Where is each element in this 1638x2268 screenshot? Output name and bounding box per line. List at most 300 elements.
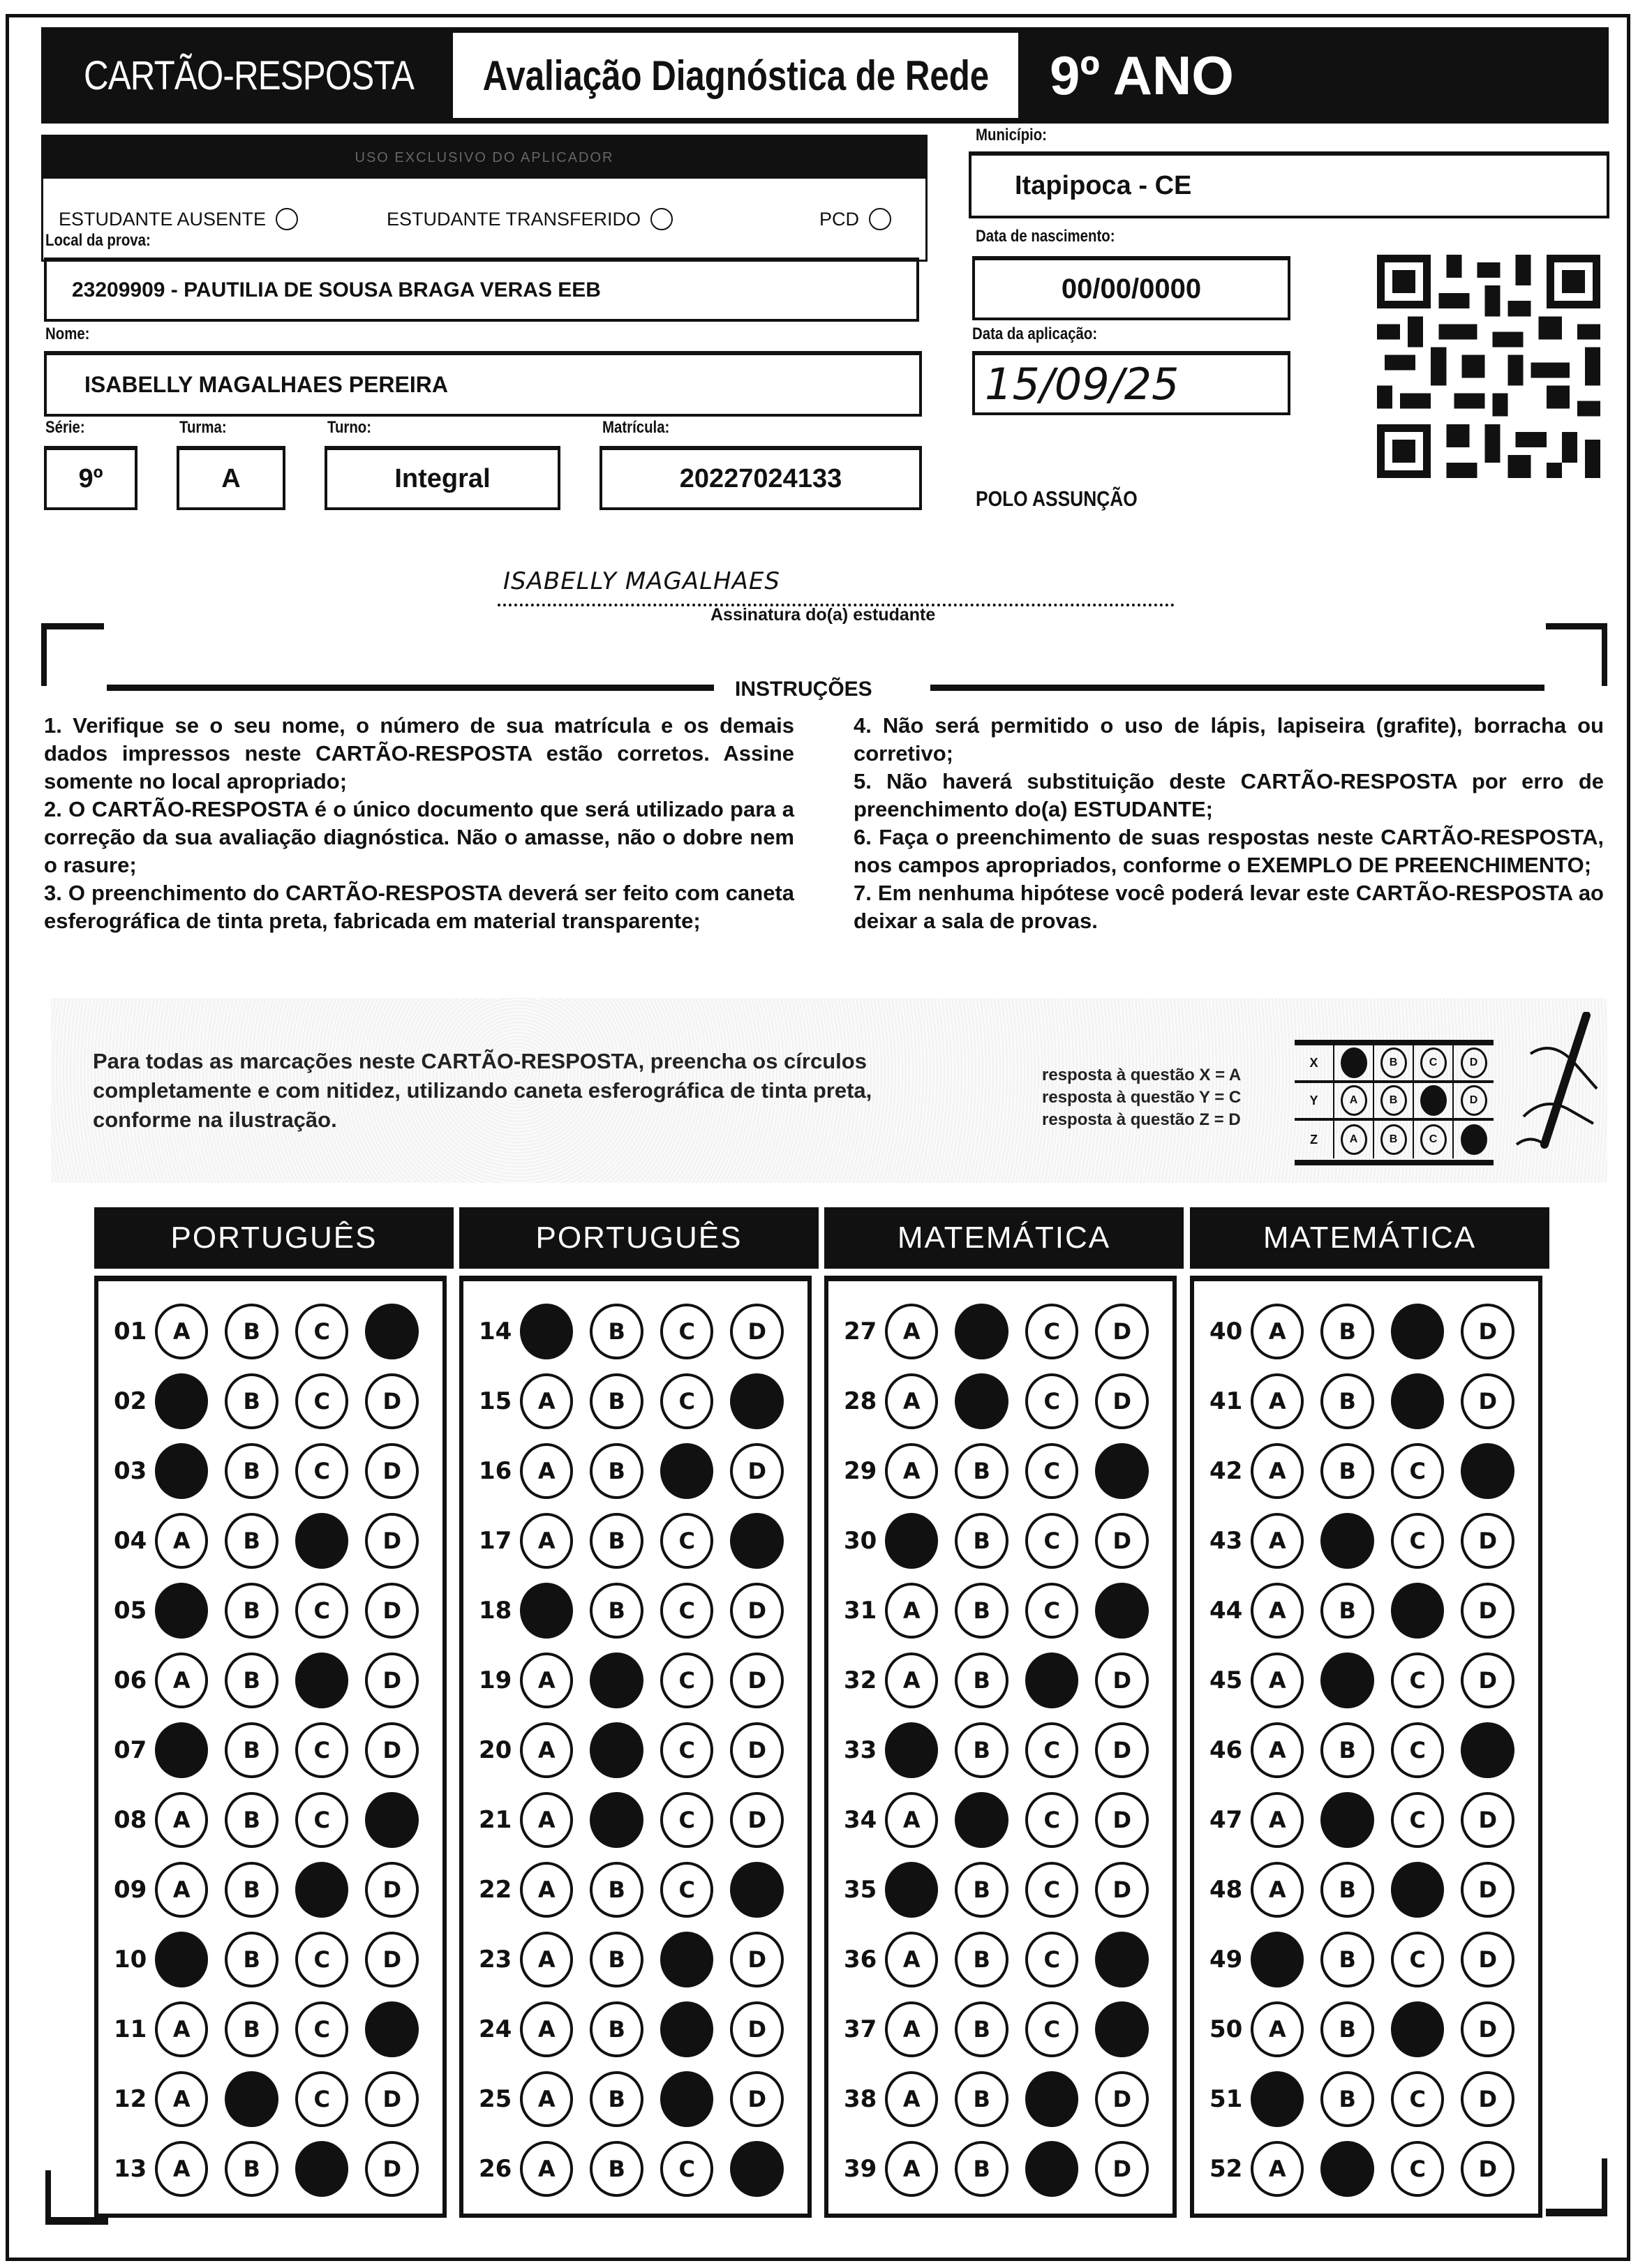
question-row xyxy=(844,1436,1166,1506)
answer-bubble-b[interactable]: B xyxy=(225,1583,278,1639)
answer-bubble-c[interactable]: C xyxy=(295,2071,349,2127)
answer-bubble-b[interactable]: B xyxy=(955,1304,1008,1359)
answer-bubble-a[interactable]: A xyxy=(155,1652,209,1708)
answer-bubble-b[interactable]: B xyxy=(1320,1792,1374,1848)
transferred-bubble[interactable] xyxy=(650,208,673,230)
question-row xyxy=(114,1785,435,1855)
answer-bubble-b[interactable]: B xyxy=(225,1373,278,1429)
answer-bubble-a[interactable]: A xyxy=(155,1443,209,1499)
answer-bubble-c[interactable]: C xyxy=(1025,1513,1079,1569)
answer-bubble-c[interactable]: C xyxy=(660,1792,714,1848)
answer-bubble-b[interactable]: B xyxy=(590,1513,643,1569)
hand-pen-icon xyxy=(1503,1012,1600,1165)
answer-bubble-b[interactable]: B xyxy=(955,1443,1008,1499)
answer-bubble-b[interactable]: B xyxy=(1320,1652,1374,1708)
question-number: 32 xyxy=(844,1666,877,1694)
answer-bubble-c[interactable]: C xyxy=(295,2001,349,2057)
answer-bubble-b[interactable]: B xyxy=(225,2141,278,2197)
answer-bubble-d[interactable]: D xyxy=(1095,1722,1149,1778)
answer-bubble-a[interactable]: A xyxy=(155,1792,209,1848)
question-row xyxy=(479,1715,801,1785)
question-row xyxy=(844,1785,1166,1855)
question-row xyxy=(1209,1436,1531,1506)
answer-bubble-b[interactable]: B xyxy=(590,1722,643,1778)
answer-bubble-d[interactable]: D xyxy=(365,1304,419,1359)
answer-bubble-d[interactable]: D xyxy=(1095,1304,1149,1359)
answer-bubble-d[interactable]: D xyxy=(730,1513,784,1569)
answer-bubble-a[interactable]: A xyxy=(155,1932,209,1987)
question-number: 50 xyxy=(1209,2015,1243,2043)
answer-bubble-c[interactable]: C xyxy=(1025,1792,1079,1848)
instructions-rule-left xyxy=(107,685,714,691)
answer-bubble-b[interactable]: B xyxy=(1320,1722,1374,1778)
example-bubble-filled xyxy=(1341,1047,1367,1078)
answer-bubble-b[interactable]: B xyxy=(955,2141,1008,2197)
answer-bubble-c[interactable]: C xyxy=(1025,2071,1079,2127)
serie-label: Série: xyxy=(45,418,85,437)
question-row xyxy=(114,1366,435,1436)
answer-bubble-b[interactable]: B xyxy=(955,1722,1008,1778)
answer-bubble-d[interactable]: D xyxy=(1095,2071,1149,2127)
answer-bubble-b[interactable]: B xyxy=(955,1932,1008,1987)
answer-bubble-a[interactable]: A xyxy=(155,1862,209,1918)
answer-bubble-b[interactable]: B xyxy=(955,1862,1008,1918)
instructions-left xyxy=(44,712,794,935)
question-row xyxy=(1209,1785,1531,1855)
question-row xyxy=(479,1436,801,1506)
answer-bubble-b[interactable]: B xyxy=(955,2071,1008,2127)
answer-bubble-c[interactable]: C xyxy=(1025,1932,1079,1987)
answer-bubble-b[interactable]: B xyxy=(955,1373,1008,1429)
answer-bubble-a[interactable]: A xyxy=(885,1722,939,1778)
answer-bubble-a[interactable]: A xyxy=(520,1373,574,1429)
answer-bubble-b[interactable]: B xyxy=(225,1932,278,1987)
answer-bubble-a[interactable]: A xyxy=(885,1792,939,1848)
answer-bubble-b[interactable]: B xyxy=(1320,2141,1374,2197)
question-row xyxy=(479,2064,801,2134)
answer-bubble-c[interactable]: C xyxy=(1025,1373,1079,1429)
question-row xyxy=(479,1925,801,1994)
answer-bubble-b[interactable]: B xyxy=(225,2071,278,2127)
answer-bubble-d[interactable]: D xyxy=(730,2071,784,2127)
answer-bubble-a[interactable]: A xyxy=(885,1513,939,1569)
answer-bubble-b[interactable]: B xyxy=(590,2141,643,2197)
municipio-field: Itapipoca - CE xyxy=(969,151,1609,218)
answer-bubble-d[interactable]: D xyxy=(1461,2001,1514,2057)
answer-bubble-d[interactable]: D xyxy=(1461,2141,1514,2197)
answer-bubble-d[interactable]: D xyxy=(1095,1652,1149,1708)
section-4 xyxy=(1190,1207,1549,2218)
section-title: MATEMÁTICA xyxy=(1190,1207,1549,1269)
answer-bubble-a[interactable]: A xyxy=(155,1583,209,1639)
answer-bubble-d[interactable]: D xyxy=(365,1862,419,1918)
answer-bubble-a[interactable]: A xyxy=(520,1443,574,1499)
turno-field: Integral xyxy=(325,446,560,510)
answer-bubble-d[interactable]: D xyxy=(730,1443,784,1499)
answer-bubble-a[interactable]: A xyxy=(520,1932,574,1987)
answer-bubble-b[interactable]: B xyxy=(1320,1443,1374,1499)
answer-bubble-d[interactable]: D xyxy=(365,1652,419,1708)
section-body xyxy=(459,1276,812,2218)
question-number: 22 xyxy=(479,1876,512,1904)
corner-bracket-tl-h xyxy=(41,623,104,629)
answer-bubble-a[interactable]: A xyxy=(1251,1513,1304,1569)
example-legend: resposta à questão X = A resposta à questão Y = C resposta à questão Z = D xyxy=(1042,1066,1242,1129)
answer-bubble-a[interactable]: A xyxy=(1251,1583,1304,1639)
answer-bubble-a[interactable]: A xyxy=(1251,1862,1304,1918)
answer-bubble-c[interactable]: C xyxy=(1391,1722,1445,1778)
question-row xyxy=(1209,1366,1531,1436)
option-absent[interactable]: ESTUDANTE AUSENTE xyxy=(59,208,387,230)
corner-bracket-tl xyxy=(41,623,47,686)
answer-bubble-b[interactable]: B xyxy=(225,1722,278,1778)
answer-bubble-c[interactable]: C xyxy=(660,1932,714,1987)
section-title: PORTUGUÊS xyxy=(94,1207,454,1269)
answer-bubble-a[interactable]: A xyxy=(885,1443,939,1499)
answer-bubble-b[interactable]: B xyxy=(225,2001,278,2057)
answer-bubble-b[interactable]: B xyxy=(590,1652,643,1708)
question-row xyxy=(844,1297,1166,1366)
answer-bubble-b[interactable]: B xyxy=(590,1583,643,1639)
section-title: PORTUGUÊS xyxy=(459,1207,819,1269)
answer-bubble-c[interactable]: C xyxy=(1391,1792,1445,1848)
pcd-bubble[interactable] xyxy=(869,208,891,230)
answer-bubble-d[interactable]: D xyxy=(1461,1513,1514,1569)
question-number: 06 xyxy=(114,1666,147,1694)
answer-bubble-a[interactable]: A xyxy=(885,2141,939,2197)
question-row xyxy=(1209,2134,1531,2204)
answer-bubble-d[interactable]: D xyxy=(730,1792,784,1848)
answer-bubble-d[interactable]: D xyxy=(365,1932,419,1987)
answer-bubble-b[interactable]: B xyxy=(590,1443,643,1499)
answer-bubble-c[interactable]: C xyxy=(660,1722,714,1778)
answer-bubble-c[interactable]: C xyxy=(1391,1513,1445,1569)
answer-bubble-c[interactable]: C xyxy=(660,1513,714,1569)
answer-bubble-a[interactable]: A xyxy=(885,2071,939,2127)
answer-bubble-c[interactable]: C xyxy=(1391,2001,1445,2057)
answer-bubble-a[interactable]: A xyxy=(155,1722,209,1778)
question-number: 39 xyxy=(844,2155,877,2183)
answer-bubble-a[interactable]: A xyxy=(520,1862,574,1918)
answer-bubble-c[interactable]: C xyxy=(295,1722,349,1778)
local-field: 23209909 - PAUTILIA DE SOUSA BRAGA VERAS EEB xyxy=(44,258,919,322)
answer-bubble-d[interactable]: D xyxy=(1095,2141,1149,2197)
answer-bubble-d[interactable]: D xyxy=(1461,1722,1514,1778)
answer-bubble-b[interactable]: B xyxy=(225,1513,278,1569)
answer-bubble-a[interactable]: A xyxy=(155,2001,209,2057)
answer-bubble-a[interactable]: A xyxy=(1251,2001,1304,2057)
answer-bubble-d[interactable]: D xyxy=(365,2141,419,2197)
answer-bubble-a[interactable]: A xyxy=(1251,1722,1304,1778)
question-number: 41 xyxy=(1209,1387,1243,1415)
answer-bubble-b[interactable]: B xyxy=(1320,2071,1374,2127)
nome-field: ISABELLY MAGALHAES PEREIRA xyxy=(44,351,922,417)
answer-bubble-b[interactable]: B xyxy=(590,1304,643,1359)
answer-bubble-d[interactable]: D xyxy=(1095,1792,1149,1848)
answer-bubble-c[interactable]: C xyxy=(1391,1443,1445,1499)
answer-bubble-b[interactable]: B xyxy=(225,1862,278,1918)
answer-bubble-d[interactable]: D xyxy=(1095,2001,1149,2057)
answer-sheet xyxy=(6,14,1630,2261)
answer-bubble-c[interactable]: C xyxy=(295,1792,349,1848)
question-row xyxy=(114,1646,435,1715)
answer-bubble-d[interactable]: D xyxy=(730,1932,784,1987)
answer-bubble-c[interactable]: C xyxy=(295,1443,349,1499)
answer-bubble-a[interactable]: A xyxy=(520,1652,574,1708)
answer-bubble-a[interactable]: A xyxy=(520,1513,574,1569)
example-row-z: Z A B C xyxy=(1295,1121,1494,1158)
question-row xyxy=(479,1994,801,2064)
answer-bubble-c[interactable]: C xyxy=(660,1862,714,1918)
question-number: 14 xyxy=(479,1318,512,1345)
question-row xyxy=(844,1576,1166,1646)
turma-label: Turma: xyxy=(179,418,227,437)
answer-bubble-c[interactable]: C xyxy=(660,2071,714,2127)
answer-bubble-d[interactable]: D xyxy=(365,1373,419,1429)
exam-title: Avaliação Diagnóstica de Rede xyxy=(453,33,1018,118)
answer-bubble-b[interactable]: B xyxy=(590,1932,643,1987)
answer-bubble-a[interactable]: A xyxy=(885,2001,939,2057)
answer-bubble-d[interactable]: D xyxy=(730,1583,784,1639)
answer-bubble-b[interactable]: B xyxy=(590,1373,643,1429)
answer-bubble-a[interactable]: A xyxy=(520,1792,574,1848)
answer-bubble-c[interactable]: C xyxy=(1391,1932,1445,1987)
answer-bubble-b[interactable]: B xyxy=(1320,1304,1374,1359)
question-row xyxy=(844,1506,1166,1576)
question-number: 27 xyxy=(844,1318,877,1345)
answer-bubble-d[interactable]: D xyxy=(365,1513,419,1569)
section-1 xyxy=(94,1207,454,2218)
answer-bubble-b[interactable]: B xyxy=(955,1792,1008,1848)
answer-bubble-c[interactable]: C xyxy=(295,1513,349,1569)
answer-bubble-a[interactable]: A xyxy=(520,2071,574,2127)
answer-bubble-c[interactable]: C xyxy=(1391,1652,1445,1708)
question-row xyxy=(479,1785,801,1855)
question-number: 26 xyxy=(479,2155,512,2183)
polo-label: POLO ASSUNÇÃO xyxy=(976,486,1138,511)
instruction-6: 6. Faça o preenchimento de suas respostas neste CARTÃO-RESPOSTA, nos campos apropriados, conforme o EXEMPLO DE PREENCHIMENTO; xyxy=(854,825,1604,877)
answer-bubble-b[interactable]: B xyxy=(225,1443,278,1499)
answer-bubble-d[interactable]: D xyxy=(730,1304,784,1359)
answer-bubble-d[interactable]: D xyxy=(730,2141,784,2197)
answer-bubble-d[interactable]: D xyxy=(730,1652,784,1708)
answer-bubble-b[interactable]: B xyxy=(1320,1513,1374,1569)
answer-bubble-d[interactable]: D xyxy=(1461,2071,1514,2127)
question-row xyxy=(1209,1925,1531,1994)
answer-bubble-b[interactable]: B xyxy=(955,1513,1008,1569)
answer-bubble-c[interactable]: C xyxy=(295,1862,349,1918)
answer-bubble-c[interactable]: C xyxy=(1025,1652,1079,1708)
answer-bubble-b[interactable]: B xyxy=(225,1304,278,1359)
answer-bubble-c[interactable]: C xyxy=(295,1652,349,1708)
answer-bubble-c[interactable]: C xyxy=(295,2141,349,2197)
question-row xyxy=(844,2134,1166,2204)
question-number: 33 xyxy=(844,1736,877,1764)
question-row xyxy=(1209,2064,1531,2134)
answer-bubble-d[interactable]: D xyxy=(730,2001,784,2057)
answer-bubble-c[interactable]: C xyxy=(295,1373,349,1429)
answer-bubble-a[interactable]: A xyxy=(155,1304,209,1359)
question-row xyxy=(114,1994,435,2064)
question-number: 42 xyxy=(1209,1457,1243,1485)
answer-bubble-a[interactable]: A xyxy=(1251,1652,1304,1708)
answer-bubble-d[interactable]: D xyxy=(1461,1792,1514,1848)
answer-bubble-a[interactable]: A xyxy=(520,2001,574,2057)
answer-bubble-c[interactable]: C xyxy=(660,1443,714,1499)
answer-bubble-d[interactable]: D xyxy=(1461,1373,1514,1429)
turma-field: A xyxy=(177,446,285,510)
answer-bubble-a[interactable]: A xyxy=(885,1862,939,1918)
question-row xyxy=(479,1366,801,1436)
answer-bubble-c[interactable]: C xyxy=(295,1304,349,1359)
answer-bubble-b[interactable]: B xyxy=(1320,1373,1374,1429)
answer-bubble-d[interactable]: D xyxy=(1095,1932,1149,1987)
answer-bubble-d[interactable]: D xyxy=(730,1373,784,1429)
answer-bubble-c[interactable]: C xyxy=(1025,2001,1079,2057)
answer-bubble-c[interactable]: C xyxy=(660,1373,714,1429)
answer-bubble-a[interactable]: A xyxy=(1251,1304,1304,1359)
answer-bubble-a[interactable]: A xyxy=(520,1583,574,1639)
answer-bubble-a[interactable]: A xyxy=(885,1932,939,1987)
instruction-3: 3. O preenchimento do CARTÃO-RESPOSTA deverá ser feito com caneta esferográfica de tinta preta, fabricada em material transparente; xyxy=(44,881,794,933)
answer-bubble-d[interactable]: D xyxy=(365,2001,419,2057)
answer-bubble-a[interactable]: A xyxy=(1251,1932,1304,1987)
option-pcd[interactable]: PCD xyxy=(819,208,891,230)
answer-bubble-a[interactable]: A xyxy=(155,2141,209,2197)
answer-bubble-c[interactable]: C xyxy=(1025,1862,1079,1918)
answer-bubble-d[interactable]: D xyxy=(1461,1652,1514,1708)
corner-bracket-bl-h xyxy=(45,2217,108,2225)
example-text: Para todas as marcações neste CARTÃO-RESPOSTA, preencha os círculos completamente e com nitidez, utilizando caneta esferográfica de tinta preta, conforme na ilustração. xyxy=(93,1049,872,1132)
question-number: 46 xyxy=(1209,1736,1243,1764)
application-date-field[interactable]: 15/09/25 xyxy=(972,351,1290,415)
answer-bubble-d[interactable]: D xyxy=(1461,1862,1514,1918)
example-bubble-filled xyxy=(1461,1124,1487,1155)
question-row xyxy=(1209,1576,1531,1646)
answer-bubble-a[interactable]: A xyxy=(520,1304,574,1359)
answer-bubble-a[interactable]: A xyxy=(155,1373,209,1429)
question-row xyxy=(114,1855,435,1925)
answer-bubble-a[interactable]: A xyxy=(1251,2071,1304,2127)
question-row xyxy=(1209,1715,1531,1785)
answer-bubble-a[interactable]: A xyxy=(155,2071,209,2127)
answer-bubble-b[interactable]: B xyxy=(590,2001,643,2057)
question-number: 21 xyxy=(479,1806,512,1834)
answer-bubble-c[interactable]: C xyxy=(1391,2071,1445,2127)
answer-bubble-b[interactable]: B xyxy=(1320,2001,1374,2057)
question-number: 18 xyxy=(479,1597,512,1625)
answer-bubble-a[interactable]: A xyxy=(885,1304,939,1359)
applicator-box xyxy=(41,135,928,262)
answer-bubble-c[interactable]: C xyxy=(660,2141,714,2197)
option-transferred[interactable]: ESTUDANTE TRANSFERIDO xyxy=(387,208,819,230)
grade-title: 9º ANO xyxy=(1050,44,1234,106)
answer-bubble-d[interactable]: D xyxy=(365,1792,419,1848)
section-title: MATEMÁTICA xyxy=(824,1207,1184,1269)
answer-bubble-c[interactable]: C xyxy=(1391,1373,1445,1429)
answer-bubble-c[interactable]: C xyxy=(660,1304,714,1359)
answer-bubble-c[interactable]: C xyxy=(1391,1304,1445,1359)
question-row xyxy=(114,1715,435,1785)
answer-bubble-b[interactable]: B xyxy=(225,1792,278,1848)
matricula-field: 20227024133 xyxy=(600,446,922,510)
answer-bubble-a[interactable]: A xyxy=(885,1583,939,1639)
answer-bubble-a[interactable]: A xyxy=(155,1513,209,1569)
answer-bubble-b[interactable]: B xyxy=(955,1652,1008,1708)
answer-bubble-d[interactable]: D xyxy=(730,1862,784,1918)
corner-bracket-br xyxy=(1602,2158,1607,2216)
answer-bubble-d[interactable]: D xyxy=(1461,1443,1514,1499)
answer-bubble-a[interactable]: A xyxy=(1251,1373,1304,1429)
answer-bubble-c[interactable]: C xyxy=(1025,1443,1079,1499)
answer-bubble-c[interactable]: C xyxy=(660,1583,714,1639)
answer-bubble-b[interactable]: B xyxy=(225,1652,278,1708)
answer-bubble-a[interactable]: A xyxy=(1251,2141,1304,2197)
answer-bubble-c[interactable]: C xyxy=(1025,1583,1079,1639)
answer-bubble-a[interactable]: A xyxy=(520,1722,574,1778)
answer-bubble-c[interactable]: C xyxy=(1025,1722,1079,1778)
corner-bracket-br-h xyxy=(1546,2209,1607,2216)
answer-bubble-d[interactable]: D xyxy=(1461,1304,1514,1359)
answer-bubble-a[interactable]: A xyxy=(885,1373,939,1429)
question-number: 10 xyxy=(114,1946,147,1974)
answer-bubble-d[interactable]: D xyxy=(730,1722,784,1778)
answer-bubble-b[interactable]: B xyxy=(590,2071,643,2127)
answer-bubble-c[interactable]: C xyxy=(295,1932,349,1987)
answer-bubble-c[interactable]: C xyxy=(1025,2141,1079,2197)
answer-bubble-b[interactable]: B xyxy=(955,1583,1008,1639)
serie-field: 9º xyxy=(44,446,137,510)
instruction-5: 5. Não haverá substituição deste CARTÃO-RESPOSTA por erro de preenchimento do(a) ESTUDANTE; xyxy=(854,769,1604,821)
answer-bubble-d[interactable]: D xyxy=(1095,1373,1149,1429)
answer-bubble-d[interactable]: D xyxy=(365,1583,419,1639)
answer-bubble-d[interactable]: D xyxy=(365,1443,419,1499)
answer-bubble-c[interactable]: C xyxy=(1391,1862,1445,1918)
answer-bubble-a[interactable]: A xyxy=(520,2141,574,2197)
answer-bubble-d[interactable]: D xyxy=(1095,1443,1149,1499)
example-grid xyxy=(1295,1040,1494,1165)
answer-bubble-c[interactable]: C xyxy=(660,2001,714,2057)
answer-bubble-d[interactable]: D xyxy=(1095,1583,1149,1639)
answer-bubble-a[interactable]: A xyxy=(885,1652,939,1708)
question-row xyxy=(844,1715,1166,1785)
answer-bubble-b[interactable]: B xyxy=(590,1792,643,1848)
answer-bubble-d[interactable]: D xyxy=(1095,1513,1149,1569)
answer-bubble-b[interactable]: B xyxy=(1320,1862,1374,1918)
answer-bubble-c[interactable]: C xyxy=(1391,1583,1445,1639)
answer-bubble-b[interactable]: B xyxy=(955,2001,1008,2057)
answer-bubble-c[interactable]: C xyxy=(1025,1304,1079,1359)
section-3 xyxy=(824,1207,1184,2218)
answer-bubble-d[interactable]: D xyxy=(1095,1862,1149,1918)
answer-bubble-a[interactable]: A xyxy=(1251,1443,1304,1499)
answer-bubble-c[interactable]: C xyxy=(295,1583,349,1639)
answer-bubble-b[interactable]: B xyxy=(1320,1583,1374,1639)
answer-bubble-d[interactable]: D xyxy=(365,2071,419,2127)
question-number: 07 xyxy=(114,1736,147,1764)
answer-bubble-c[interactable]: C xyxy=(1391,2141,1445,2197)
answer-bubble-d[interactable]: D xyxy=(1461,1932,1514,1987)
answer-bubble-d[interactable]: D xyxy=(365,1722,419,1778)
answer-bubble-a[interactable]: A xyxy=(1251,1792,1304,1848)
absent-bubble[interactable] xyxy=(276,208,298,230)
question-row xyxy=(479,1297,801,1366)
answer-bubble-b[interactable]: B xyxy=(1320,1932,1374,1987)
signature-caption: Assinatura do(a) estudante xyxy=(710,605,936,625)
answer-bubble-b[interactable]: B xyxy=(590,1862,643,1918)
answer-bubble-d[interactable]: D xyxy=(1461,1583,1514,1639)
answer-bubble-c[interactable]: C xyxy=(660,1652,714,1708)
